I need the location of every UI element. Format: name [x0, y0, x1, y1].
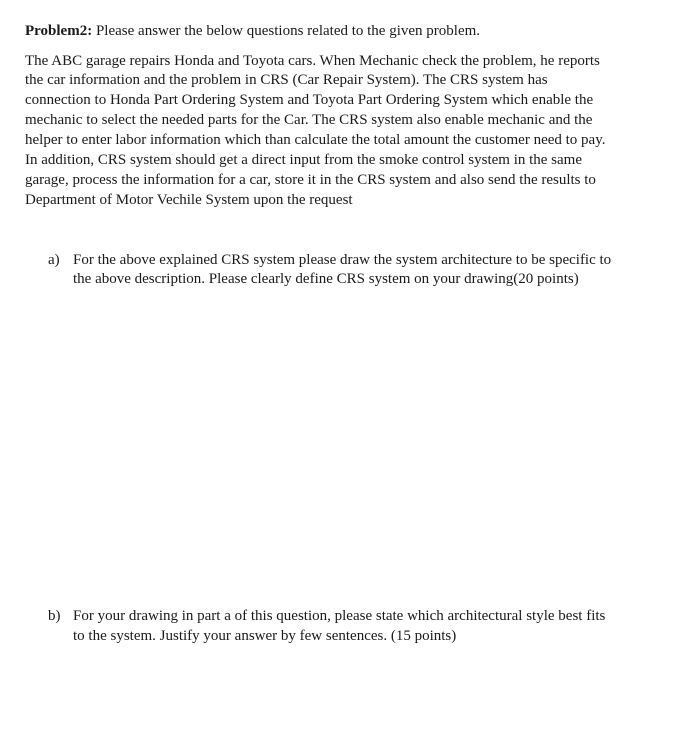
question-b-label: b) [48, 608, 61, 624]
description-line: In addition, CRS system should get a direct input from the smoke control system in the same [25, 152, 583, 168]
question-a-line: For the above explained CRS system please draw the system architecture to be specific to [73, 252, 612, 268]
description-line: mechanic to select the needed parts for the Car. The CRS system also enable mechanic and the [25, 112, 593, 128]
description-line: garage, process the information for a car, store it in the CRS system and also send the results to [25, 172, 596, 188]
description-line: the car information and the problem in CRS (Car Repair System). The CRS system has [25, 72, 548, 88]
question-a-line: the above description. Please clearly define CRS system on your drawing(20 points) [73, 271, 579, 287]
description-line: Department of Motor Vechile System upon the request [25, 192, 353, 208]
description-line: helper to enter labor information which than calculate the total amount the customer need to pay. [25, 132, 606, 148]
problem-title: Please answer the below questions related to the given problem. [92, 23, 481, 39]
description-line: connection to Honda Part Ordering System and Toyota Part Ordering System which enable the [25, 92, 594, 108]
question-a-label: a) [48, 252, 60, 268]
description-line: The ABC garage repairs Honda and Toyota cars. When Mechanic check the problem, he reports [25, 53, 600, 69]
question-b-line: For your drawing in part a of this question, please state which architectural style best fits [73, 608, 606, 624]
question-b-line: to the system. Justify your answer by few sentences. (15 points) [73, 628, 457, 644]
problem-label: Problem2: [25, 23, 93, 39]
problem-heading [25, 22, 655, 40]
